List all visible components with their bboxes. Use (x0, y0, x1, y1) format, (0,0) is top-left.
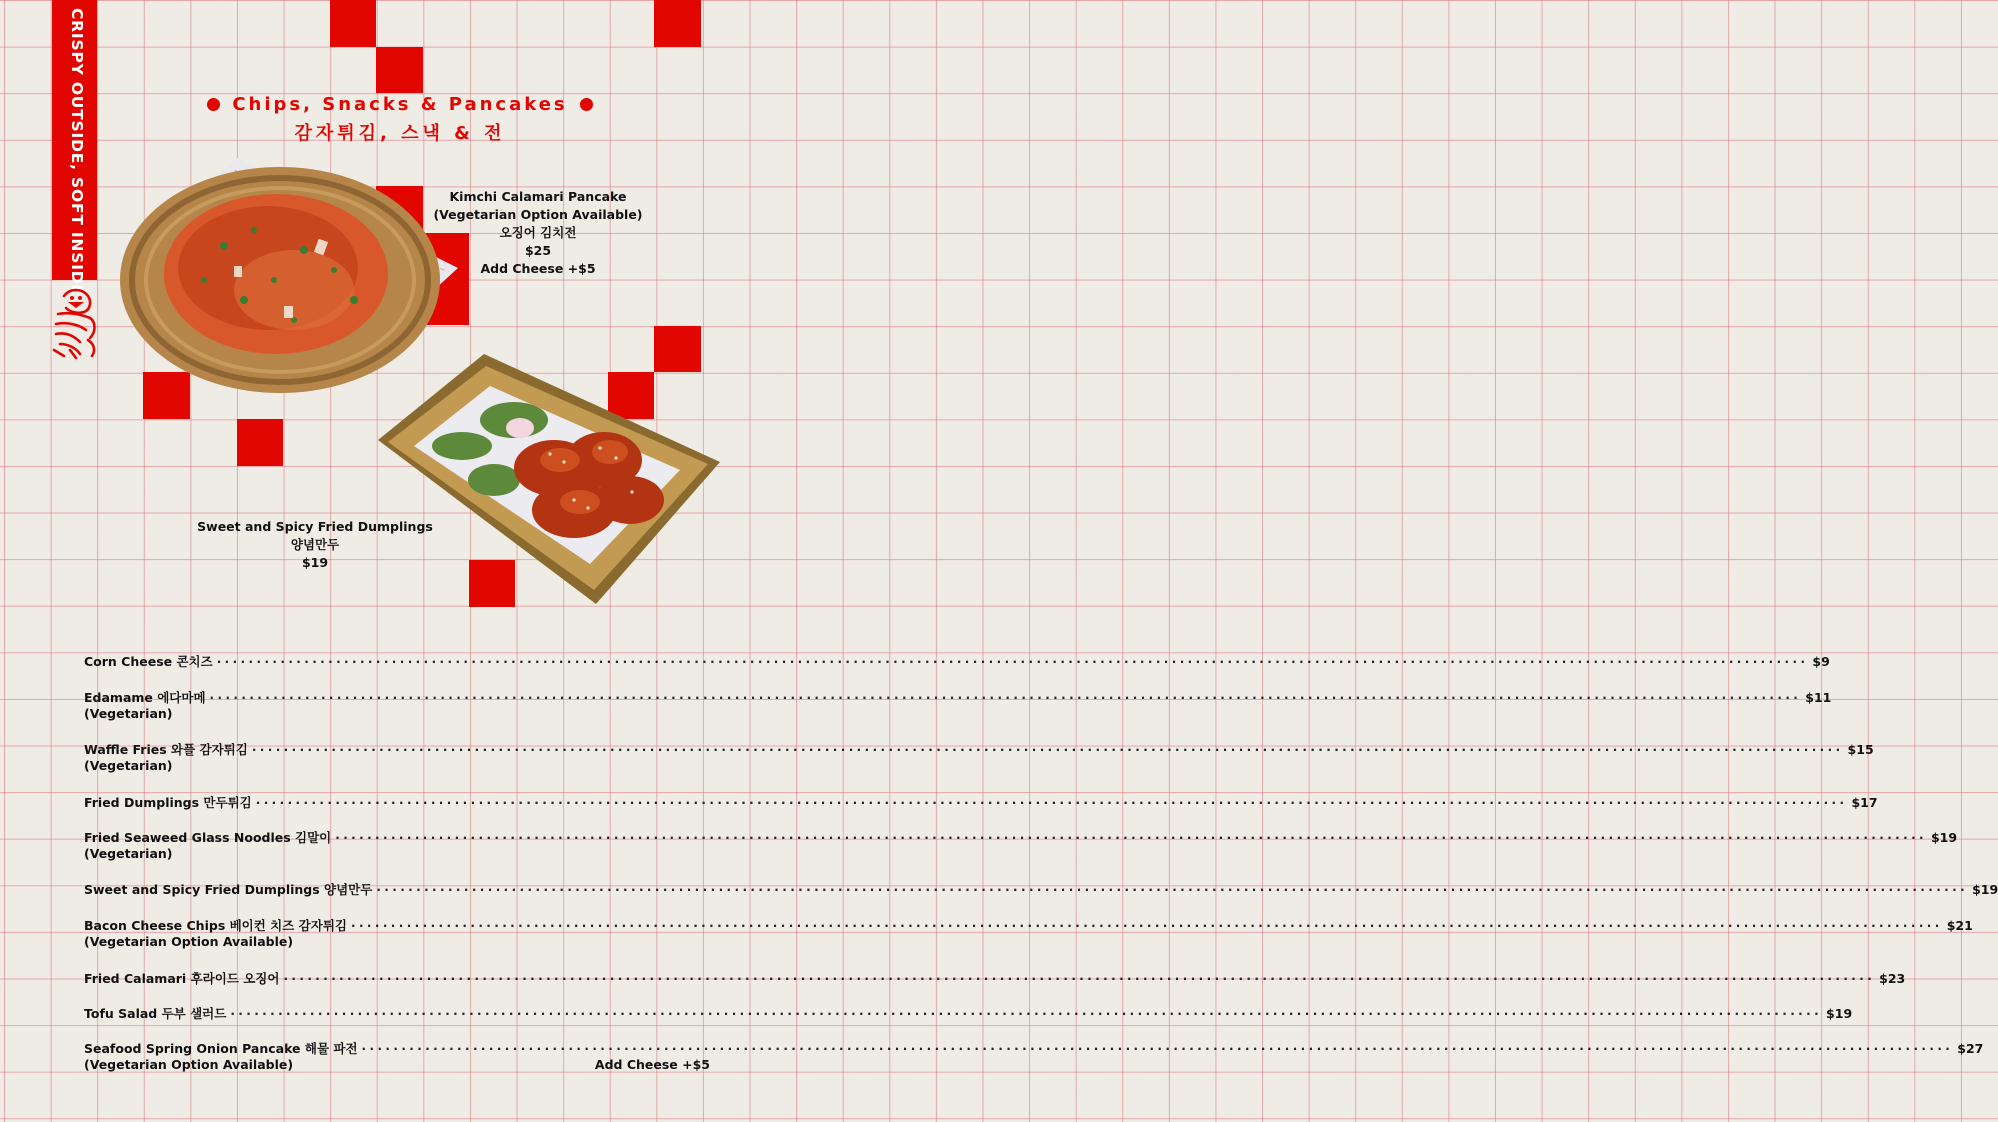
menu-item (84, 740, 1874, 776)
menu-item (84, 880, 1998, 898)
menu-item-price: $19 (1972, 882, 1998, 897)
dot-leader: ········································································································································································································ (283, 972, 1876, 986)
bullet-dot-icon (580, 98, 593, 111)
menu-item (84, 1039, 1984, 1075)
featured-item-spicy-dumplings (184, 518, 446, 572)
menu-item (84, 916, 1973, 952)
dot-leader: ········································································································································································································ (230, 1007, 1823, 1021)
featured-price: $25 (524, 243, 552, 258)
menu-item (84, 969, 1906, 987)
featured-name: Sweet and Spicy Fried Dumplings (197, 519, 433, 534)
section-title-en: Chips, Snacks & Pancakes (232, 94, 568, 115)
menu-item (84, 688, 1832, 724)
featured-item-kimchi-pancake (428, 188, 648, 278)
menu-item-note: (Vegetarian) (84, 758, 173, 773)
menu-item-price: $21 (1946, 918, 1973, 933)
menu-item-note: (Vegetarian Option Available) (84, 934, 294, 949)
menu-item-price: $19 (1930, 830, 1958, 845)
featured-note: (Vegetarian Option Available) (433, 207, 643, 222)
decor-block (376, 47, 423, 93)
menu-item-name: Edamame 에다마메 (84, 690, 206, 705)
menu-item-price: $11 (1805, 690, 1832, 705)
dot-leader: ········································································································································································································ (216, 655, 1809, 669)
menu-item-price: $19 (1826, 1006, 1853, 1021)
menu-item-name: Fried Seaweed Glass Noodles 김말이 (84, 830, 332, 845)
dot-leader: ········································································································································································································ (255, 796, 1848, 810)
menu-item-price: $9 (1812, 654, 1830, 669)
menu-item-price: $17 (1851, 795, 1878, 810)
featured-price: $19 (301, 555, 329, 570)
menu-item-name: Fried Calamari 후라이드 오징어 (84, 971, 280, 986)
menu-item-extra: Add Cheese +$5 (594, 1057, 710, 1072)
featured-name-ko: 오징어 김치전 (499, 225, 577, 240)
menu-item-name: Seafood Spring Onion Pancake 해물 파전 (84, 1041, 358, 1056)
menu-item-note: (Vegetarian) (84, 846, 173, 861)
featured-name-ko: 양념만두 (290, 537, 340, 552)
dot-leader: ········································································································································································································ (361, 1042, 1954, 1056)
menu-item-name: Tofu Salad 두부 샐러드 (84, 1006, 227, 1021)
section-title-ko: 감자튀김, 스낵 & 전 (294, 123, 506, 144)
menu-item-name: Corn Cheese 콘치즈 (84, 654, 213, 669)
menu-item (84, 793, 1878, 811)
menu-item-price: $23 (1879, 971, 1906, 986)
menu-item-name: Waffle Fries 와플 감자튀김 (84, 742, 248, 757)
banner-text: CRISPY OUTSIDE, SOFT INSIDE (68, 8, 86, 296)
dumplings-photo (374, 350, 726, 612)
decor-block (654, 0, 701, 47)
dot-leader: ········································································································································································································ (209, 691, 1802, 705)
menu-item-price: $27 (1957, 1041, 1984, 1056)
decor-block (237, 419, 283, 466)
menu-item-name: Bacon Cheese Chips 베이컨 치즈 감자튀김 (84, 918, 347, 933)
menu-item (84, 652, 1830, 670)
menu-item (84, 828, 1958, 864)
dot-leader: ········································································································································································································ (351, 919, 1943, 933)
side-banner (52, 0, 97, 296)
bullet-dot-icon (207, 98, 220, 111)
dot-leader: ········································································································································································································ (251, 743, 1844, 757)
dot-leader: ········································································································································································································ (335, 831, 1927, 845)
menu-item-name: Sweet and Spicy Fried Dumplings 양념만두 (84, 882, 373, 897)
menu-item-price: $15 (1847, 742, 1874, 757)
tiger-logo-icon (50, 284, 100, 360)
featured-extra: Add Cheese +$5 (480, 261, 596, 276)
menu-item (84, 1004, 1853, 1022)
decor-block (330, 0, 376, 47)
featured-name: Kimchi Calamari Pancake (449, 189, 627, 204)
section-heading (200, 94, 600, 145)
dot-leader: ········································································································································································································ (376, 883, 1969, 897)
menu-item-name: Fried Dumplings 만두튀김 (84, 795, 252, 810)
menu-item-note: (Vegetarian Option Available) (84, 1057, 294, 1072)
menu-item-note: (Vegetarian) (84, 706, 173, 721)
